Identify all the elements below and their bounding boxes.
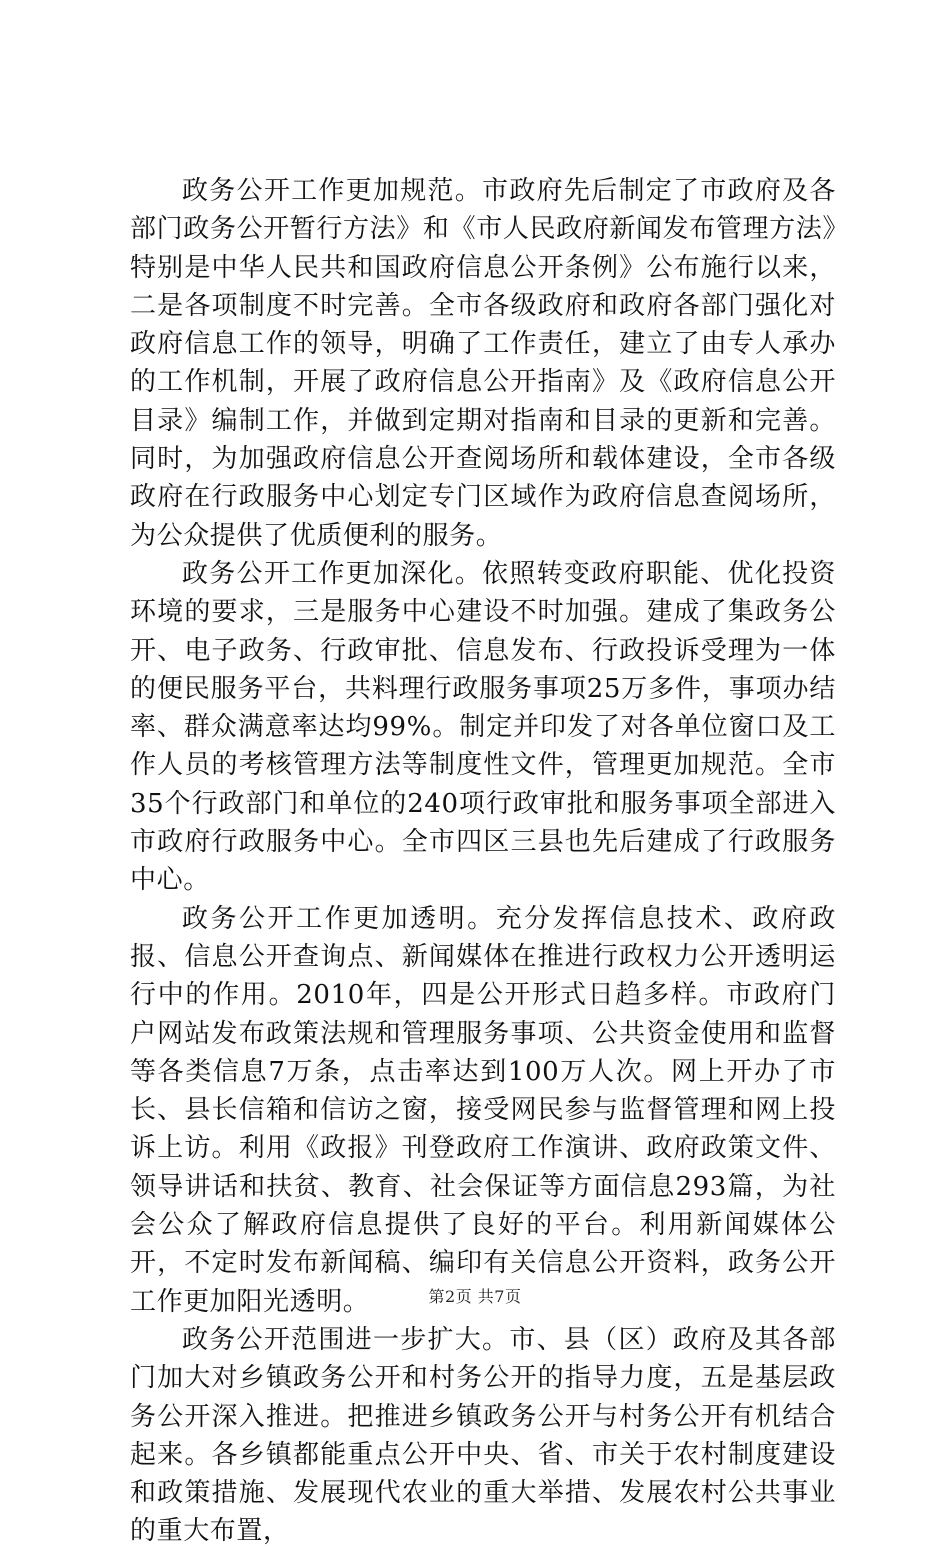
paragraph-scope-expansion: 政务公开范围进一步扩大。市、县（区）政府及其各部门加大对乡镇政务公开和村务公开的指导力度，五是基层政务公开深入推进。把推进乡镇政务公开与村务公开有机结合起来。各乡镇都能重点公开中央、省、市关于农村制度建设和政策措施、发展现代农业的重大举措、发展农村公共事业的重大布置， bbox=[130, 1324, 836, 1547]
paragraph-deepening: 政务公开工作更加深化。依照转变政府职能、优化投资环境的要求，三是服务中心建设不时加强。建成了集政务公开、电子政务、行政审批、信息发布、行政投诉受理为一体的便民服务平台，共料理行政服务事项25万多件，事项办结率、群众满意率达均99%。制定并印发了对各单位窗口及工作人员的考核管理方法等制度性文件，管理更加规范。全市35个行政部门和单位的240项行政审批和服务事项全部进入市政府行政服务中心。全市四区三县也先后建成了行政服务中心。 bbox=[130, 558, 836, 896]
paragraph-transparency: 政务公开工作更加透明。充分发挥信息技术、政府政报、信息公开查询点、新闻媒体在推进行政权力公开透明运行中的作用。2010年，四是公开形式日趋多样。市政府门户网站发布政策法规和管理服务事项、公共资金使用和监督等各类信息7万条，点击率达到100万人次。网上开办了市长、县长信箱和信访之窗，接受网民参与监督管理和网上投诉上访。利用《政报》刊登政府工作演讲、政府政策文件、领导讲话和扶贫、教育、社会保证等方面信息293篇，为社会公众了解政府信息提供了良好的平台。利用新闻媒体公开，不定时发布新闻稿、编印有关信息公开资料，政务公开工作更加阳光透明。 bbox=[130, 903, 836, 1317]
paragraph-standardization: 政务公开工作更加规范。市政府先后制定了市政府及各部门政务公开暂行方法》和《市人民政府新闻发布管理方法》特别是中华人民共和国政府信息公开条例》公布施行以来，二是各项制度不时完善。全市各级政府和政府各部门强化对政府信息工作的领导，明确了工作责任，建立了由专人承办的工作机制，开展了政府信息公开指南》及《政府信息公开目录》编制工作，并做到定期对指南和目录的更新和完善。同时，为加强政府信息公开查阅场所和载体建设，全市各级政府在行政服务中心划定专门区域作为政府信息查阅场所，为公众提供了优质便利的服务。 bbox=[130, 176, 836, 551]
page-indicator: 第2页 共7页 bbox=[428, 1287, 522, 1306]
